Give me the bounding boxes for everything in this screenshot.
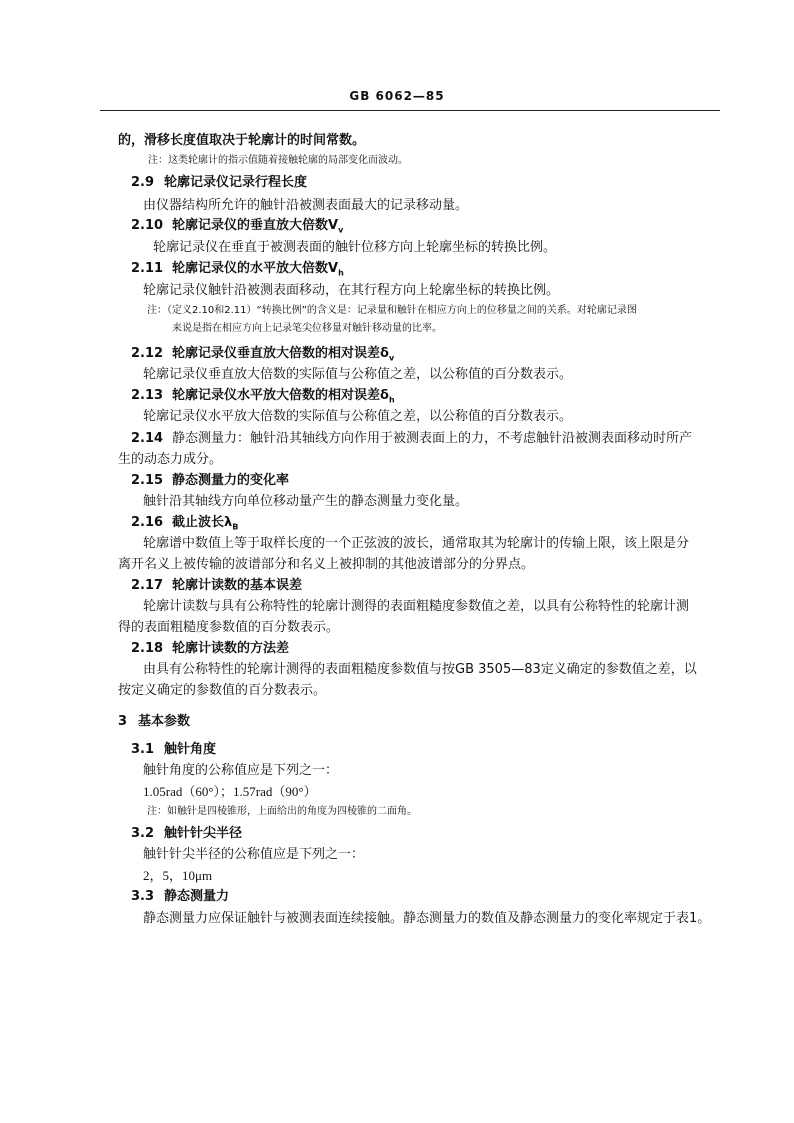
section-number: 2.12 [131,346,164,361]
body-text: 的，滑移长度值取决于轮廓计的时间常数。 [118,133,366,148]
section-title: 触针针尖半径 [164,826,243,841]
header-rule [100,110,720,111]
section-number: 3.3 [131,889,155,904]
section-number: 2.11 [131,261,164,276]
section-number: 2.18 [131,641,164,656]
body-text: 按定义确定的参数值的百分数表示。 [118,683,327,698]
note-text: 注：如触针是四棱锥形，上面给出的角度为四棱锥的二面角。 [147,806,417,817]
section-title: 轮廓记录仪的垂直放大倍数$V_v$ [172,218,344,235]
note-text: 来说是指在相应方向上记录笔尖位移量对触针移动量的比率。 [172,323,442,334]
body-text: 轮廓谱中数值上等于取样长度的一个正弦波的波长，通常取其为轮廓计的传输上限，该上限是分 [143,536,690,551]
body-text: 触针针尖半径的公称值应是下列之一： [143,847,365,862]
document-number: GB 6062—85 [349,89,445,103]
section-number: 2.14 [131,431,164,446]
body-text: 由具有公称特性的轮廓计测得的表面粗糙度参数值与按GB 3505—83定义确定的参数值之差，以 [143,662,697,677]
body-text: 1.05rad（60°）；1.57rad（90°） [143,784,317,799]
section-number: 3.1 [131,742,155,757]
section-number: 2.9 [131,175,155,190]
section-number: 2.15 [131,473,164,488]
chapter-number: 3 [118,714,128,729]
section-title: 轮廓记录仪水平放大倍数的相对误差$\delta_h$ [172,388,395,405]
body-text: 静态测量力应保证触针与被测表面连续接触。静态测量力的数值及静态测量力的变化率规定于表1。 [143,911,711,926]
body-text: 静态测量力：触针沿其轴线方向作用于被测表面上的力，不考虑触针沿被测表面移动时所产 [172,431,693,446]
subscript: h [338,268,344,278]
section-title: 轮廓记录仪的水平放大倍数$V_h$ [172,261,344,278]
body-text: 触针角度的公称值应是下列之一： [143,763,339,778]
section-title: 轮廓计读数的基本误差 [172,578,303,593]
body-text: 由仪器结构所允许的触针沿被测表面最大的记录移动量。 [143,198,469,213]
subscript: v [338,225,344,235]
section-number: 2.10 [131,218,164,233]
section-number: 2.16 [131,515,164,530]
body-text: 生的动态力成分。 [118,452,223,467]
subscript: v [388,353,395,363]
note-text: 注：这类轮廓计的指示值随着接触轮廓的局部变化而波动。 [148,155,408,166]
section-number: 2.13 [131,388,164,403]
section-number: 3.2 [131,826,155,841]
section-title: 截止波长$\lambda_B$ [172,515,239,532]
body-text: 轮廓记录仪在垂直于被测表面的触针位移方向上轮廓坐标的转换比例。 [153,240,557,255]
body-text: 轮廓记录仪触针沿被测表面移动，在其行程方向上轮廓坐标的转换比例。 [143,283,560,298]
body-text: 轮廓计读数与具有公称特性的轮廓计测得的表面粗糙度参数值之差，以具有公称特性的轮廓计测 [143,599,690,614]
section-title: 轮廓记录仪垂直放大倍数的相对误差$\delta_v$ [172,346,395,363]
subscript: B [232,522,239,532]
section-title: 轮廓计读数的方法差 [172,641,290,656]
section-title: 触针角度 [164,742,217,757]
body-text: 2，5，10μm [143,868,213,883]
section-title: 静态测量力 [164,889,230,904]
subscript: h [388,395,395,405]
body-text: 离开名义上被传输的波谱部分和名义上被抑制的其他波谱部分的分界点。 [118,557,535,572]
note-text: 注：（定义2.10和2.11）“转换比例”的含义是：记录量和触针在相应方向上的位移量之间的关系。对轮廓记录图 [147,305,637,316]
body-text: 触针沿其轴线方向单位移动量产生的静态测量力变化量。 [143,494,469,509]
body-text: 轮廓记录仪水平放大倍数的实际值与公称值之差，以公称值的百分数表示。 [143,409,573,424]
section-title: 轮廓记录仪记录行程长度 [164,175,308,190]
section-title: 静态测量力的变化率 [172,473,290,488]
body-text: 得的表面粗糙度参数值的百分数表示。 [118,620,340,635]
body-text: 轮廓记录仪垂直放大倍数的实际值与公称值之差，以公称值的百分数表示。 [143,367,573,382]
section-number: 2.17 [131,578,164,593]
chapter-title: 基本参数 [138,714,191,729]
